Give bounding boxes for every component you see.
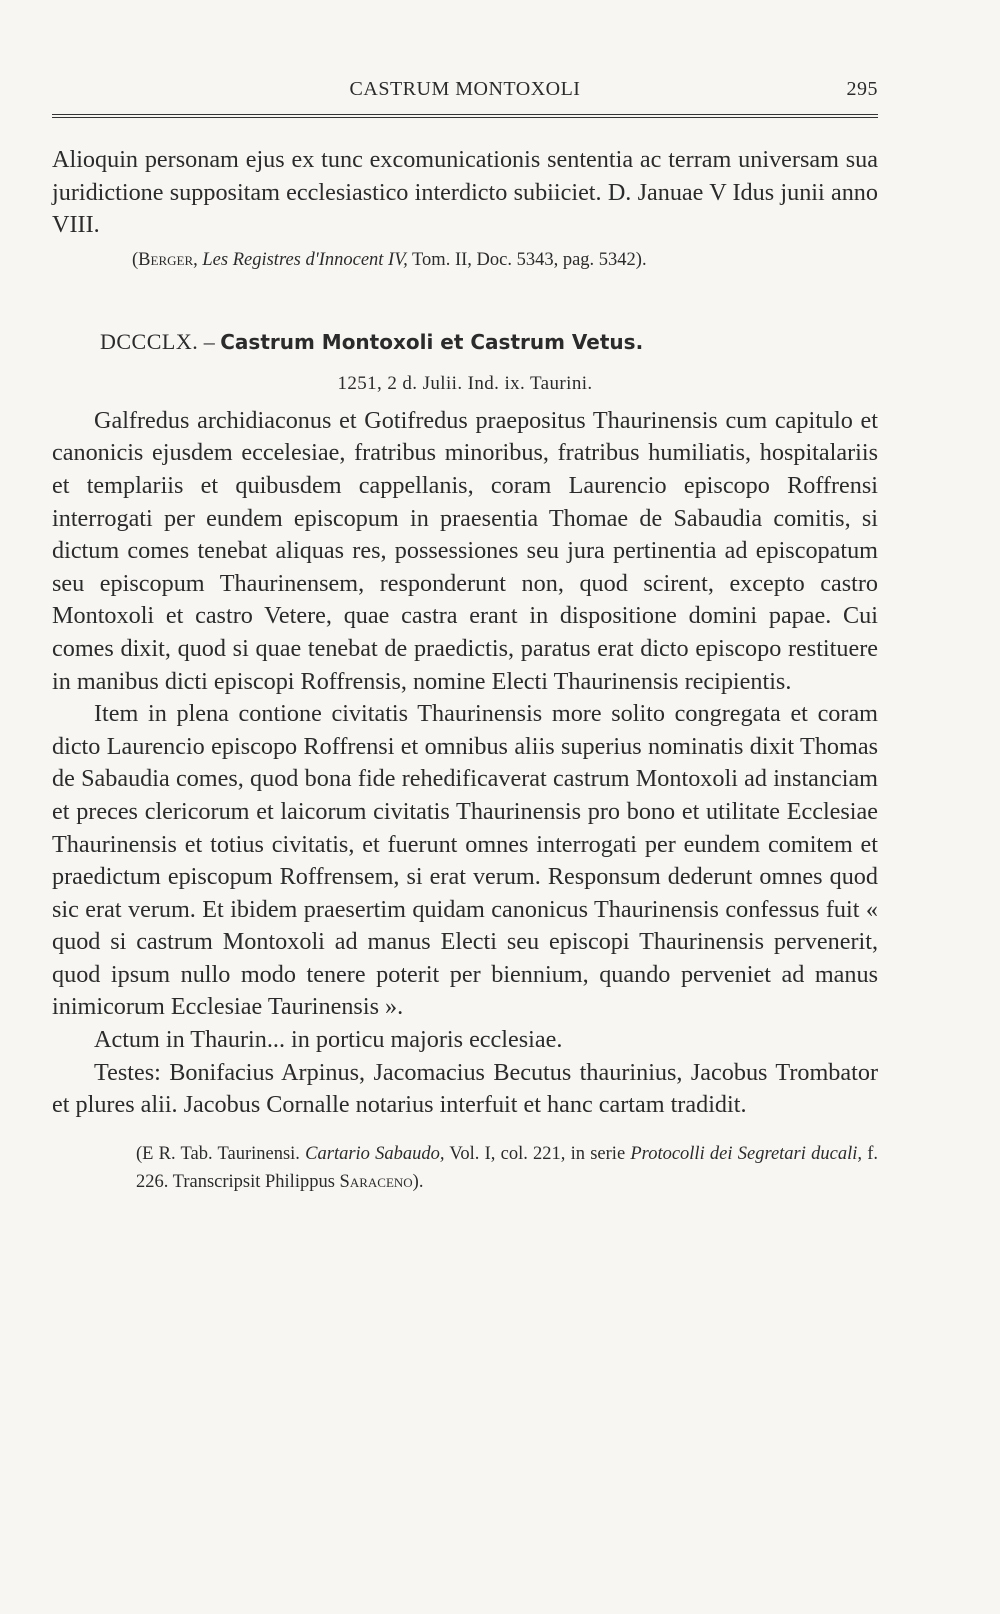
running-title: CASTRUM MONTOXOLI [349, 78, 581, 100]
document-page [52, 70, 878, 1196]
document-title: Castrum Montoxoli et Castrum Vetus. [220, 329, 644, 354]
document-heading [52, 327, 878, 357]
footnote-work-1: Cartario Sabaudo, [305, 1143, 445, 1164]
citation-open: ( [132, 249, 139, 270]
page-number: 295 [846, 78, 878, 100]
citation-rest: Tom. II, Doc. 5343, pag. 5342). [412, 249, 647, 270]
document-dateline: 1251, 2 d. Julii. Ind. ix. Taurini. [337, 372, 593, 394]
footnote-work-2: Protocolli dei Segretari ducali, [630, 1143, 862, 1164]
body-paragraph-2: Item in plena contione civitatis Thaurinensis more solito congregata et coram dicto Laurencio episcopo Roffrensi et omnibus aliis superius nominatis dixit Thomas de Sabaudia comes, quod bona fide rehedificaverat castrum Montoxoli ad instanciam et preces clericorum et laicorum civitatis Thaurinensis pro bono et utilitate Ecclesiae Thaurinensis et totius civitatis, et fuerunt omnes interrogati per eundem comitem et praedictum episcopum Roffrensem, si erat verum. Responsum dederunt omnes quod sic erat verum. Et ibidem praesertim quidam canonicus Thaurinensis confessus fuit « quod si castrum Montoxoli ad manus Electi seu episcopi Thaurinensis pervenerit, quod ipsum nullo modo tenere poterit per biennium, quando perveniet ad manus inimicorum Ecclesiae Taurinensis ». [52, 700, 878, 1021]
footnote [52, 1140, 878, 1196]
source-citation [52, 245, 878, 275]
header-rule [52, 114, 878, 118]
footnote-editor: Saraceno [339, 1171, 413, 1192]
body-paragraph-1: Galfredus archidiaconus et Gotifredus praepositus Thaurinensis cum capitulo et canonicis ejusdem eccelesiae, fratribus minoribus, fratribus humiliatis, hospitalariis et templariis et quibusdem cappellanis, coram Laurencio episcopo Roffrensi interrogati per eundem episcopum in praesentia Thomae de Sabaudia comitis, si dictum comes tenebat aliquas res, possessiones seu jura pertinentia ad episcopatum seu episcopum Thaurinensem, responderunt non, quod scirent, excepto castro Montoxoli et castro Vetere, quae castra erant in dispositione domini papae. Cui comes dixit, quod si quae tenebat de praedictis, paratus erat dicto episcopo restituere in manibus dicti episcopi Roffrensis, nomine Electi Thaurinensis recipientis. [52, 406, 878, 695]
body-paragraph-3: Actum in Thaurin... in porticu majoris ecclesiae. [94, 1026, 563, 1054]
citation-author: Berger, [138, 249, 198, 270]
document-number: DCCCLX. [100, 328, 199, 354]
opening-paragraph: Alioquin personam ejus ex tunc excomunicationis sententia ac terram universam sua juridictione suppositam ecclesiastico interdicto subiiciet. D. Januae V Idus junii anno VIII. [52, 146, 878, 239]
heading-dash: – [203, 328, 215, 354]
footnote-close: ). [412, 1171, 424, 1192]
citation-work: Les Registres d'Innocent IV, [202, 249, 408, 270]
footnote-open: (E R. Tab. Taurinensi. [136, 1143, 300, 1164]
body-paragraph-4: Testes: Bonifacius Arpinus, Jacomacius Becutus thaurinius, Jacobus Trombator et plures alii. Jacobus Cornalle notarius interfuit et hanc cartam tradidit. [52, 1058, 878, 1119]
footnote-mid: Vol. I, col. 221, in serie [449, 1143, 626, 1164]
running-header [52, 70, 878, 114]
footnote-rest: f. 226. Transcripsit Philippus [136, 1143, 878, 1192]
